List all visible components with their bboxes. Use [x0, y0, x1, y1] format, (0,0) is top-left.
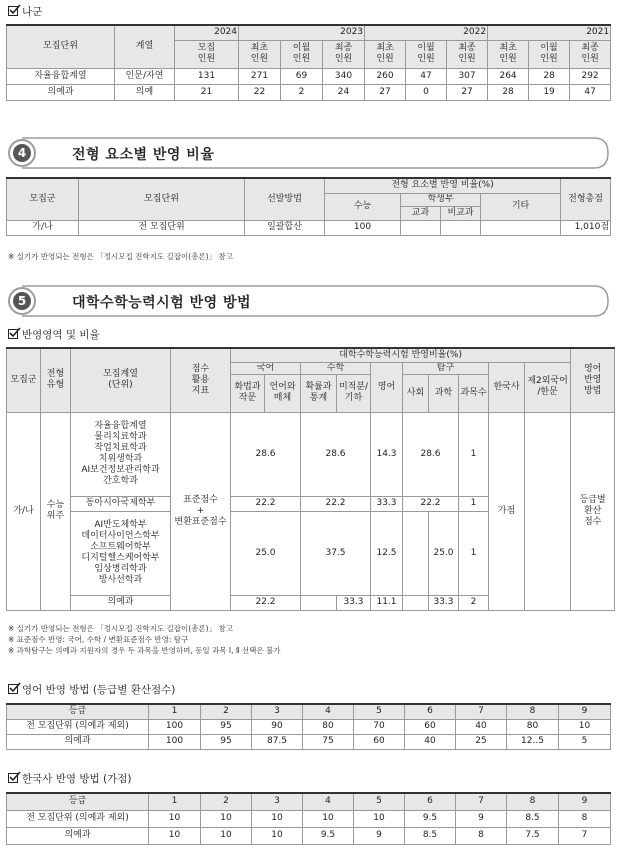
- cell-value: 10: [303, 810, 354, 827]
- cell-nonsubj: [441, 220, 481, 235]
- cell-math-m1: [301, 595, 337, 610]
- grade-header: 2: [201, 793, 252, 810]
- cell-method: 일괄합산: [245, 220, 325, 235]
- header-final: 최종 인원: [447, 40, 488, 68]
- grade-header: 1: [149, 704, 201, 719]
- cell-count: 1: [459, 511, 489, 595]
- header-csat: 수능: [325, 193, 401, 220]
- cell-value: 95: [201, 734, 252, 749]
- cell-eng: 12.5: [371, 511, 403, 595]
- cell-value: 21: [175, 84, 239, 100]
- cell-value: 10: [354, 810, 405, 827]
- cell-inq: 25.0: [429, 511, 459, 595]
- cell-value: 264: [488, 68, 529, 84]
- cell-value: 8: [456, 827, 507, 844]
- cell-unit: 전 모집단위: [79, 220, 245, 235]
- cell-value: 100: [149, 719, 201, 734]
- cell-second: [525, 412, 571, 610]
- cell-value: 7.5: [507, 827, 559, 844]
- header-unit: 모집계열 (단위): [71, 348, 171, 412]
- cell-value: 10: [149, 810, 201, 827]
- cell-value: 271: [239, 68, 281, 84]
- cell-math: 22.2: [301, 496, 371, 511]
- grade-header: 3: [252, 793, 303, 810]
- header-engm: 영어 반영 방법: [571, 348, 615, 412]
- header-2021: 2021: [488, 25, 611, 40]
- grade-header: 3: [252, 704, 303, 719]
- cell-unit: 자율융합계열: [7, 68, 115, 84]
- grade-header: 4: [303, 704, 354, 719]
- cell-subj: [401, 220, 441, 235]
- note: ※ 과학탐구는 의예과 지원자의 경우 두 과목을 반영하며, 동일 과목 Ⅰ, Ⅱ 선택은 불가: [8, 646, 281, 655]
- grade-header: 1: [149, 793, 201, 810]
- header-nonsubj: 비교과: [441, 206, 481, 220]
- cell-value: 60: [405, 719, 456, 734]
- note: ※ 실기가 반영되는 전형은 「정시모집 진학지도 길잡이(총론)」 참고: [8, 252, 233, 261]
- section-5-banner: [6, 284, 610, 318]
- cell-value: 22: [239, 84, 281, 100]
- table-row: [7, 84, 611, 100]
- cell-field: 의예: [115, 84, 175, 100]
- header-carry: 이월 인원: [406, 40, 447, 68]
- cell-value: 25: [456, 734, 507, 749]
- header-field: 계열: [115, 25, 175, 68]
- cell-value: 69: [281, 68, 323, 84]
- cell-count: 1: [459, 496, 489, 511]
- cell-unit: AI반도체학부 데이터사이언스학부 소프트웨어학부 디지털헬스케어학부 임상병리학과 방사선학과: [71, 511, 171, 595]
- cell-unit: 의예과: [7, 84, 115, 100]
- header-final: 최종 인원: [323, 40, 365, 68]
- cell-unit: 자율융합계열 물리치료학과 작업치료학과 치위생학과 AI보건정보관리학과 간호학과: [71, 412, 171, 496]
- header-unit: 모집단위: [79, 178, 245, 220]
- cell-math: 28.6: [301, 412, 371, 496]
- cell-total: 1,010점: [561, 220, 611, 235]
- section-4-title: 전형 요소별 반영 비율: [72, 147, 215, 163]
- header-grade: 등급: [7, 704, 149, 719]
- english-grade-table: [6, 703, 611, 750]
- cell-value: 9: [456, 810, 507, 827]
- header-etc: 기타: [481, 193, 561, 220]
- cell-value: 40: [405, 734, 456, 749]
- cell-kor: 28.6: [231, 412, 301, 496]
- cell-math: 37.5: [301, 511, 371, 595]
- table-row: [7, 734, 611, 749]
- section-number-badge: 5: [8, 287, 36, 315]
- header-unit: 모집단위: [7, 25, 115, 68]
- grade-header: 9: [559, 793, 611, 810]
- header-method: 선발방법: [245, 178, 325, 220]
- cell-csat: 100: [325, 220, 401, 235]
- header-first: 최초 인원: [365, 40, 406, 68]
- cell-value: 8.5: [507, 810, 559, 827]
- cell-value: 27: [447, 84, 488, 100]
- cell-value: 292: [570, 68, 611, 84]
- section-4-banner: [6, 136, 610, 170]
- cell-value: 10: [252, 827, 303, 844]
- cell-value: 47: [570, 84, 611, 100]
- cell-value: 90: [252, 719, 303, 734]
- cell-value: 340: [323, 68, 365, 84]
- cell-value: 60: [354, 734, 405, 749]
- table-row: [7, 412, 615, 496]
- header-i2: 과학: [429, 374, 459, 412]
- header-first: 최초 인원: [488, 40, 529, 68]
- cell-hist: 가점: [489, 412, 525, 610]
- cell-kor: 22.2: [231, 496, 301, 511]
- cell-label: 의예과: [7, 827, 149, 844]
- selection-ratio-table: [6, 177, 611, 236]
- cell-value: 28: [488, 84, 529, 100]
- cell-value: 8: [559, 810, 611, 827]
- header-carry: 이월 인원: [529, 40, 570, 68]
- cell-value: 5: [559, 734, 611, 749]
- header-total: 전형총점: [561, 178, 611, 220]
- cell-count: 2: [459, 595, 489, 610]
- header-group: 모집군: [7, 348, 41, 412]
- header-subj: 교과: [401, 206, 441, 220]
- cell-value: 10: [201, 810, 252, 827]
- header-2023: 2023: [239, 25, 365, 40]
- header-group: 모집군: [7, 178, 79, 220]
- section-title-nagun: 나군: [22, 6, 43, 18]
- cell-etc: [481, 220, 561, 235]
- cell-value: 47: [406, 68, 447, 84]
- header-ratio: 대학수학능력시험 반영비율(%): [231, 348, 571, 362]
- section-number-badge: 4: [8, 139, 36, 167]
- history-grade-table: [6, 792, 611, 845]
- header-2024: 2024: [175, 25, 239, 40]
- cell-unit: 의예과: [71, 595, 171, 610]
- cell-value: 40: [456, 719, 507, 734]
- header-kor: 국어: [231, 362, 301, 374]
- cell-value: 80: [303, 719, 354, 734]
- cell-value: 307: [447, 68, 488, 84]
- header-type: 전형 유형: [41, 348, 71, 412]
- grade-header: 4: [303, 793, 354, 810]
- cell-value: 100: [149, 734, 201, 749]
- grade-header: 6: [405, 793, 456, 810]
- header-hist: 한국사: [489, 362, 525, 412]
- nagun-table: [6, 24, 611, 101]
- grade-header: 8: [507, 704, 559, 719]
- cell-value: 12..5: [507, 734, 559, 749]
- header-school: 학생부: [401, 193, 481, 206]
- header-i1: 사회: [403, 374, 429, 412]
- cell-value: 19: [529, 84, 570, 100]
- table-row: [7, 810, 611, 827]
- header-score: 점수 활용 지표: [171, 348, 231, 412]
- note: ※ 실기가 반영되는 전형은 「정시모집 진학지도 길잡이(총론)」 참고: [8, 624, 233, 633]
- cell-value: 8.5: [405, 827, 456, 844]
- cell-score: 표준점수 + 변환표준점수: [171, 412, 231, 610]
- cell-value: 27: [365, 84, 406, 100]
- grade-header: 7: [456, 793, 507, 810]
- grade-header: 5: [354, 793, 405, 810]
- cell-inq-social: [403, 595, 429, 610]
- cell-inq: 28.6: [403, 412, 459, 496]
- header-carry: 이월 인원: [281, 40, 323, 68]
- cell-value: 9: [354, 827, 405, 844]
- cell-value: 9.5: [405, 810, 456, 827]
- cell-inq-social: [403, 511, 429, 595]
- header-final: 최종 인원: [570, 40, 611, 68]
- header-inq: 탐구: [403, 362, 489, 374]
- cell-value: 87.5: [252, 734, 303, 749]
- header-second: 제2외국어 /한문: [525, 362, 571, 412]
- cell-value: 70: [354, 719, 405, 734]
- csat-ratio-table: [6, 347, 615, 611]
- cell-type: 수능 위주: [41, 412, 71, 610]
- cell-kor: 25.0: [231, 511, 301, 595]
- cell-eng: 33.3: [371, 496, 403, 511]
- header-recruit: 모집 인원: [175, 40, 239, 68]
- cell-group: 가/나: [7, 412, 41, 610]
- cell-inq: 22.2: [403, 496, 459, 511]
- checkbox-icon: [8, 684, 18, 694]
- header-grade: 등급: [7, 793, 149, 810]
- checkbox-icon: [8, 329, 18, 339]
- grade-header: 2: [201, 704, 252, 719]
- header-m2: 미적분/ 기하: [337, 374, 371, 412]
- cell-value: 7: [559, 827, 611, 844]
- cell-inq: 33.3: [429, 595, 459, 610]
- table-row: [7, 220, 611, 235]
- cell-unit: 동아시아국제학부: [71, 496, 171, 511]
- note: ※ 표준점수 반영: 국어, 수학 / 변환표준점수 반영: 탐구: [8, 635, 189, 644]
- cell-value: 260: [365, 68, 406, 84]
- cell-value: 9.5: [303, 827, 354, 844]
- cell-eng: 14.3: [371, 412, 403, 496]
- cell-label: 전 모집단위 (의예과 제외): [7, 719, 149, 734]
- cell-label: 의예과: [7, 734, 149, 749]
- grade-header: 9: [559, 704, 611, 719]
- checkbox-icon: [8, 773, 18, 783]
- header-first: 최초 인원: [239, 40, 281, 68]
- grade-header: 8: [507, 793, 559, 810]
- cell-math: 33.3: [337, 595, 371, 610]
- section-title-history: 한국사 반영 방법 (가점): [22, 773, 132, 785]
- header-math: 수학: [301, 362, 371, 374]
- cell-value: 75: [303, 734, 354, 749]
- cell-value: 28: [529, 68, 570, 84]
- header-eng: 영어: [371, 362, 403, 412]
- header-ratio: 전형 요소별 반영 비율(%): [325, 178, 561, 193]
- cell-label: 전 모집단위 (의예과 제외): [7, 810, 149, 827]
- cell-value: 95: [201, 719, 252, 734]
- section-5-title: 대학수학능력시험 반영 방법: [72, 295, 252, 311]
- header-2022: 2022: [365, 25, 488, 40]
- cell-count: 1: [459, 412, 489, 496]
- cell-eng: 11.1: [371, 595, 403, 610]
- header-k1: 화법과 작문: [231, 374, 265, 412]
- cell-value: 24: [323, 84, 365, 100]
- cell-value: 10: [559, 719, 611, 734]
- table-row: [7, 68, 611, 84]
- header-i3: 과목수: [459, 374, 489, 412]
- cell-engm: 등급별 환산 점수: [571, 412, 615, 610]
- grade-header: 5: [354, 704, 405, 719]
- checkbox-icon: [8, 6, 18, 16]
- grade-header: 6: [405, 704, 456, 719]
- table-row: [7, 827, 611, 844]
- cell-value: 10: [252, 810, 303, 827]
- table-row: [7, 719, 611, 734]
- cell-kor: 22.2: [231, 595, 301, 610]
- cell-value: 2: [281, 84, 323, 100]
- cell-value: 10: [149, 827, 201, 844]
- section-subtitle: 반영영역 및 비율: [22, 329, 100, 341]
- cell-field: 인문/자연: [115, 68, 175, 84]
- cell-value: 131: [175, 68, 239, 84]
- header-k2: 언어와 매체: [265, 374, 301, 412]
- header-m1: 확률과 통계: [301, 374, 337, 412]
- section-title-english: 영어 반영 방법 (등급별 환산점수): [22, 684, 176, 696]
- cell-group: 가/나: [7, 220, 79, 235]
- cell-value: 10: [201, 827, 252, 844]
- grade-header: 7: [456, 704, 507, 719]
- cell-value: 0: [406, 84, 447, 100]
- cell-value: 80: [507, 719, 559, 734]
